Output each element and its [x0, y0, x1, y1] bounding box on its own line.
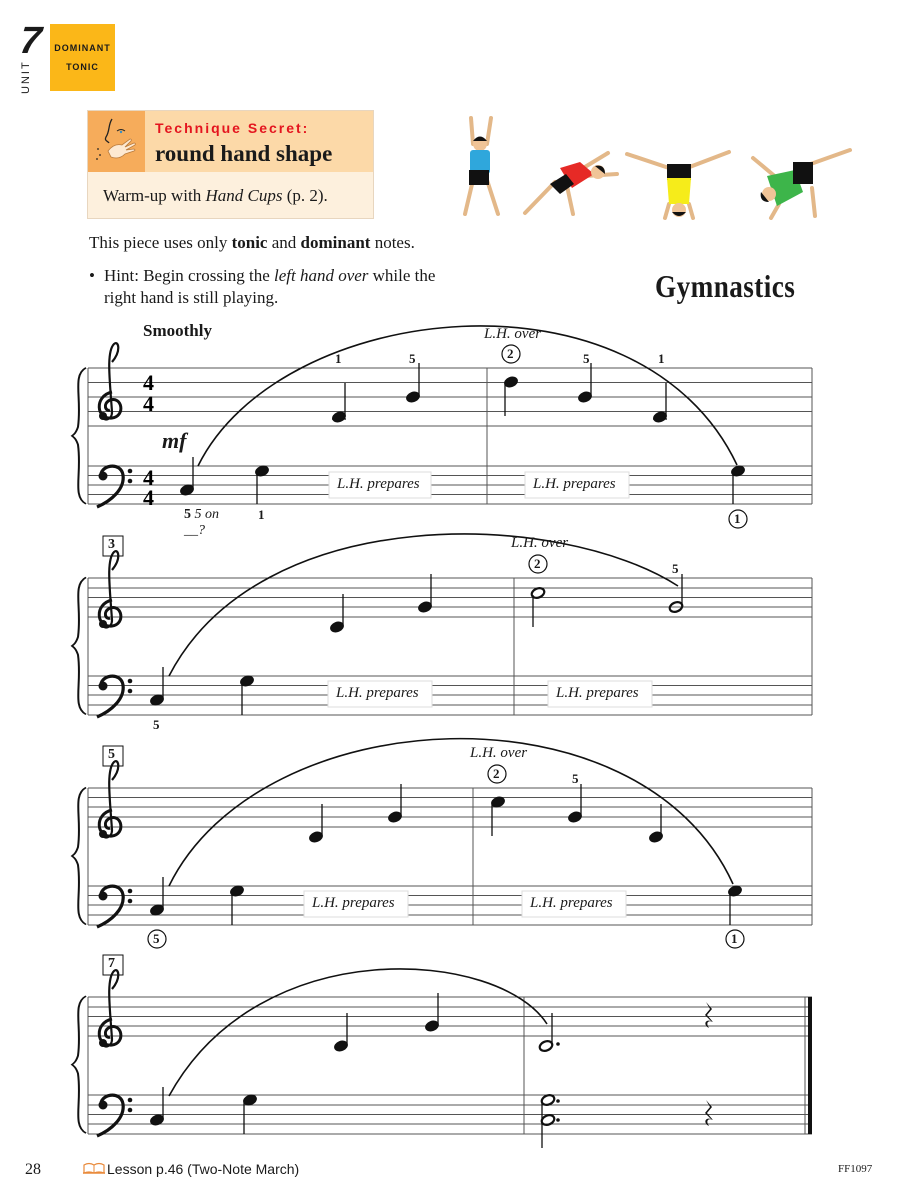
intro-mid: and — [267, 233, 301, 252]
lh-prepares-label: L.H. prepares — [312, 895, 395, 911]
circled-fingering: 2 — [507, 346, 514, 361]
fingering: 1 — [658, 351, 665, 366]
fingering: 1 — [258, 507, 265, 522]
fingering-on-text: 5 on — [194, 507, 219, 522]
intro-dominant: dominant — [300, 233, 371, 252]
technique-title: round hand shape — [155, 141, 333, 166]
measure-number: 7 — [108, 956, 115, 971]
bullet: • — [89, 266, 95, 285]
measure-number: 5 — [108, 747, 115, 762]
fingering: 5 — [409, 351, 416, 366]
intro-prefix: This piece uses only — [89, 233, 232, 252]
lh-over-label: L.H. over — [470, 745, 528, 761]
circled-fingering: 2 — [493, 766, 500, 781]
unit-topic-tonic: TONIC — [66, 62, 99, 72]
lh-prepares-label: L.H. prepares — [556, 685, 639, 701]
fingering: 5 — [153, 717, 160, 732]
svg-text:4: 4 — [143, 465, 154, 490]
circled-fingering: 2 — [534, 556, 541, 571]
svg-text:4: 4 — [143, 485, 154, 510]
fingering: 5 — [572, 771, 579, 786]
piece-title: Gymnastics — [655, 268, 796, 304]
system-3 — [88, 788, 812, 925]
svg-text:4: 4 — [143, 370, 154, 395]
circled-fingering: 5 — [153, 931, 160, 946]
lesson-reference — [83, 1161, 299, 1177]
fingering: 5 — [583, 351, 590, 366]
lh-prepares-label: L.H. prepares — [533, 476, 616, 492]
fingering: 5 — [672, 561, 679, 576]
lh-prepares-label: L.H. prepares — [530, 895, 613, 911]
unit-number: 7 — [17, 20, 44, 62]
technique-kicker: Technique Secret: — [155, 120, 310, 136]
book-icon — [83, 1161, 105, 1177]
hint-suffix: while the right hand is still playing. — [104, 266, 436, 307]
dynamic-marking: mf — [162, 428, 187, 453]
unit-label: UNIT — [20, 60, 32, 94]
system-2 — [88, 578, 812, 715]
hint-italic: left hand over — [273, 266, 369, 285]
question-blank: __? — [184, 523, 205, 538]
page-number: 28 — [25, 1161, 41, 1178]
tempo-marking: Smoothly — [143, 321, 212, 340]
lh-prepares-label: L.H. prepares — [337, 476, 420, 492]
lh-over-label: L.H. over — [511, 535, 569, 551]
hint-prefix: Hint: Begin crossing the — [104, 266, 274, 285]
book-code: FF1097 — [838, 1163, 873, 1175]
technique-body-link: Hand Cups — [205, 186, 283, 205]
system-1 — [88, 368, 812, 504]
measure-number: 3 — [108, 537, 115, 552]
intro-tonic: tonic — [231, 233, 268, 252]
system-4 — [88, 997, 812, 1134]
lh-over-label: L.H. over — [484, 326, 542, 342]
circled-fingering: 1 — [734, 511, 741, 526]
lh-prepares-label: L.H. prepares — [336, 685, 419, 701]
svg-text:4: 4 — [143, 391, 154, 416]
unit-topic-dominant: DOMINANT — [54, 43, 111, 53]
technique-body-prefix: Warm-up with — [103, 186, 206, 205]
fingering-5-on: 5 5 on — [184, 507, 219, 522]
technique-body-suffix: (p. 2). — [282, 186, 328, 205]
lesson-reference-text: Lesson p.46 (Two-Note March) — [107, 1161, 300, 1177]
intro-suffix: notes. — [370, 233, 415, 252]
fingering: 1 — [335, 351, 342, 366]
circled-fingering: 1 — [731, 931, 738, 946]
